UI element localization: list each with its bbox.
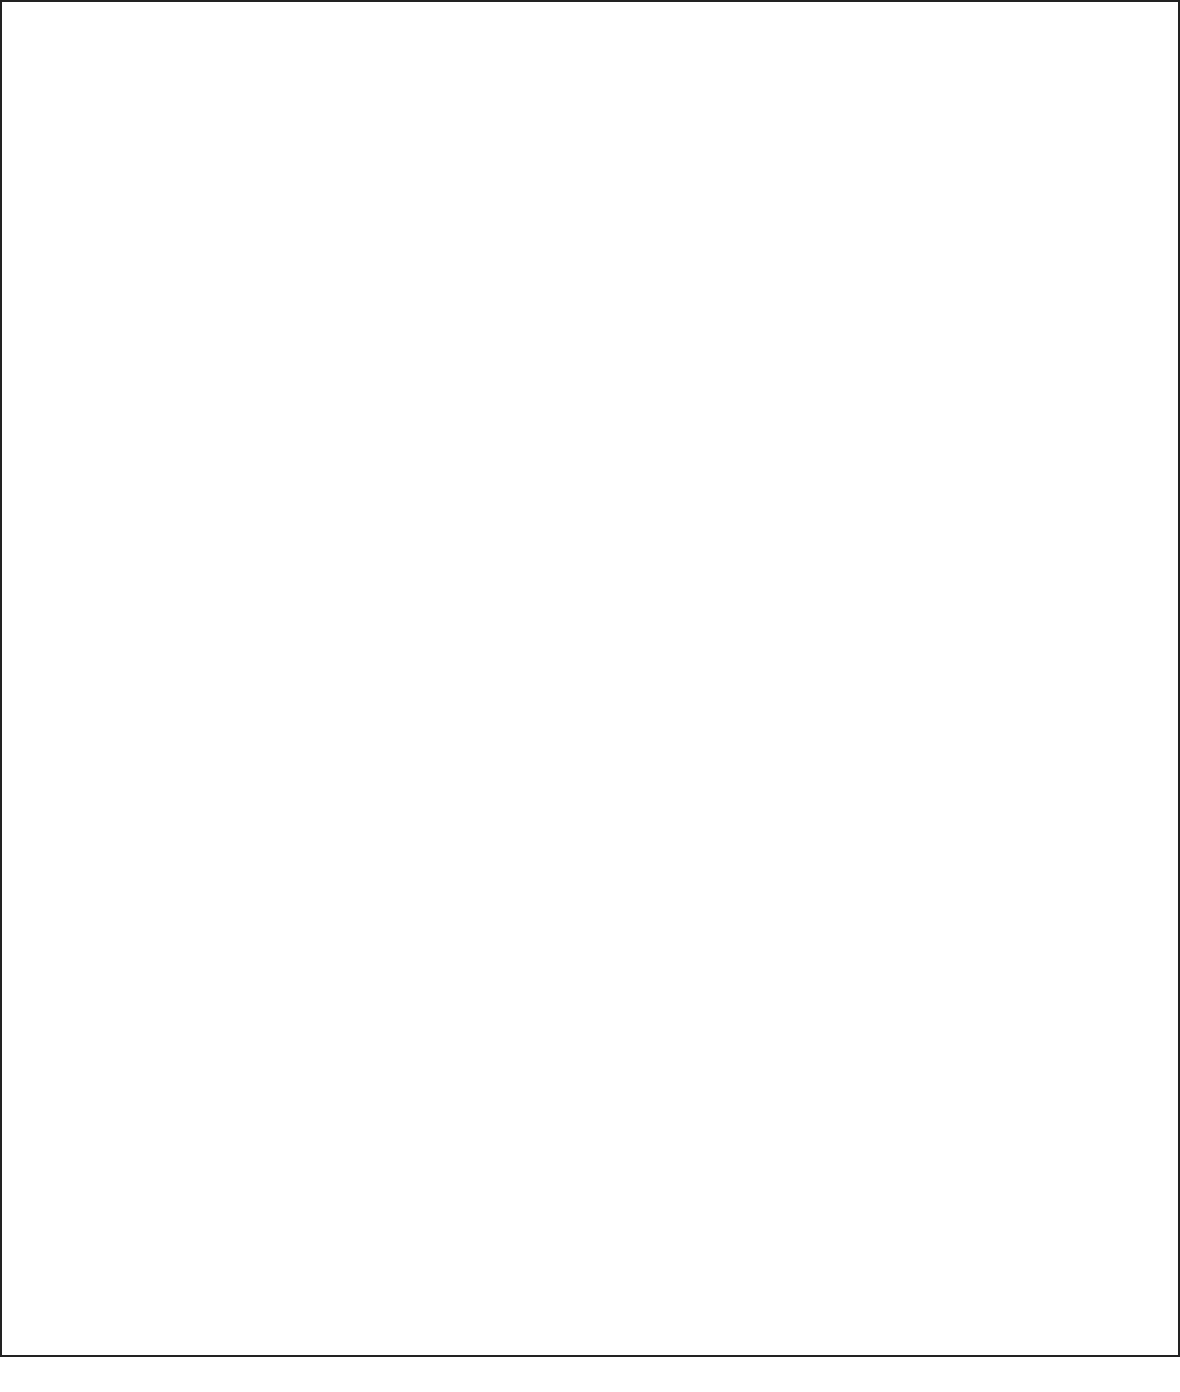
figure-caption xyxy=(0,1366,1180,1392)
